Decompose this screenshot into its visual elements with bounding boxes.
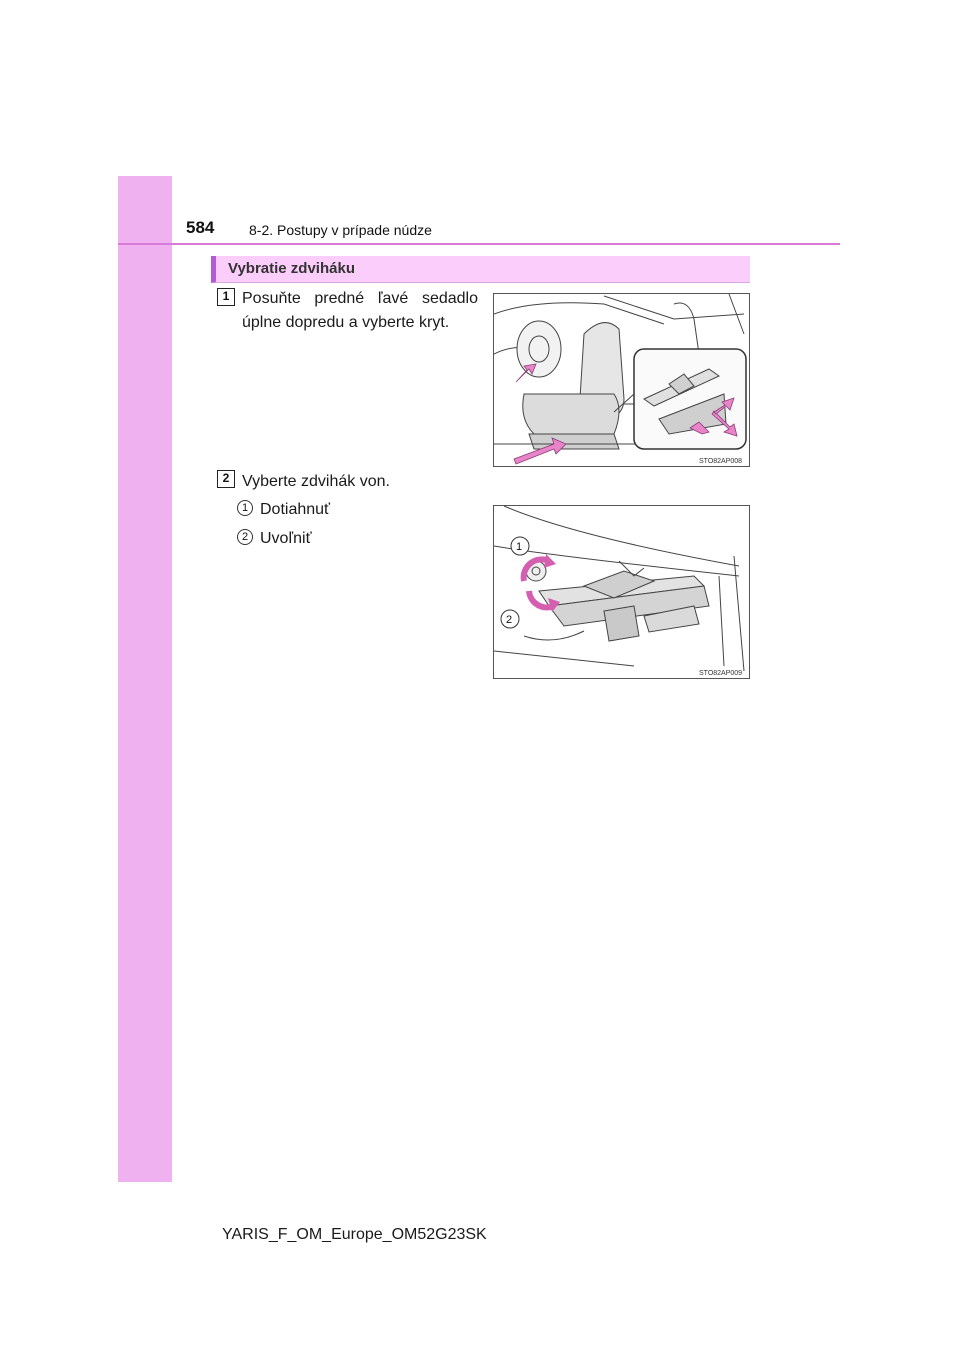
side-band [118, 176, 172, 1182]
figure-1-code: STO82AP008 [699, 458, 743, 465]
page-number: 584 [186, 218, 215, 237]
substep-2-badge: 2 [237, 529, 253, 545]
substep-1-text: Dotiahnuť [260, 501, 331, 518]
callout-1: 1 [516, 541, 523, 553]
header-rule [118, 243, 840, 245]
callout-2: 2 [506, 614, 513, 626]
step-2-badge: 2 [217, 470, 235, 488]
step-1-badge: 1 [217, 288, 235, 306]
figure-seat-cover [493, 293, 750, 467]
heading-bar [211, 256, 750, 283]
step-2-text: Vyberte zdvihák von. [242, 473, 390, 490]
jack-illustration [494, 506, 749, 678]
figure-jack [493, 505, 750, 679]
substep-1-badge: 1 [237, 500, 253, 516]
footer-code: YARIS_F_OM_Europe_OM52G23SK [222, 1226, 487, 1243]
substep-2-text: Uvoľniť [260, 530, 312, 547]
heading-text: Vybratie zdviháku [228, 260, 355, 277]
section-title: 8-2. Postupy v prípade núdze [249, 222, 432, 238]
seat-cover-illustration [494, 294, 749, 466]
figure-2-code: STO82AP009 [699, 670, 743, 677]
step-1-text: Posuňte predné ľavé sedadlo úplne dopredu a vyberte kryt. [242, 290, 478, 331]
